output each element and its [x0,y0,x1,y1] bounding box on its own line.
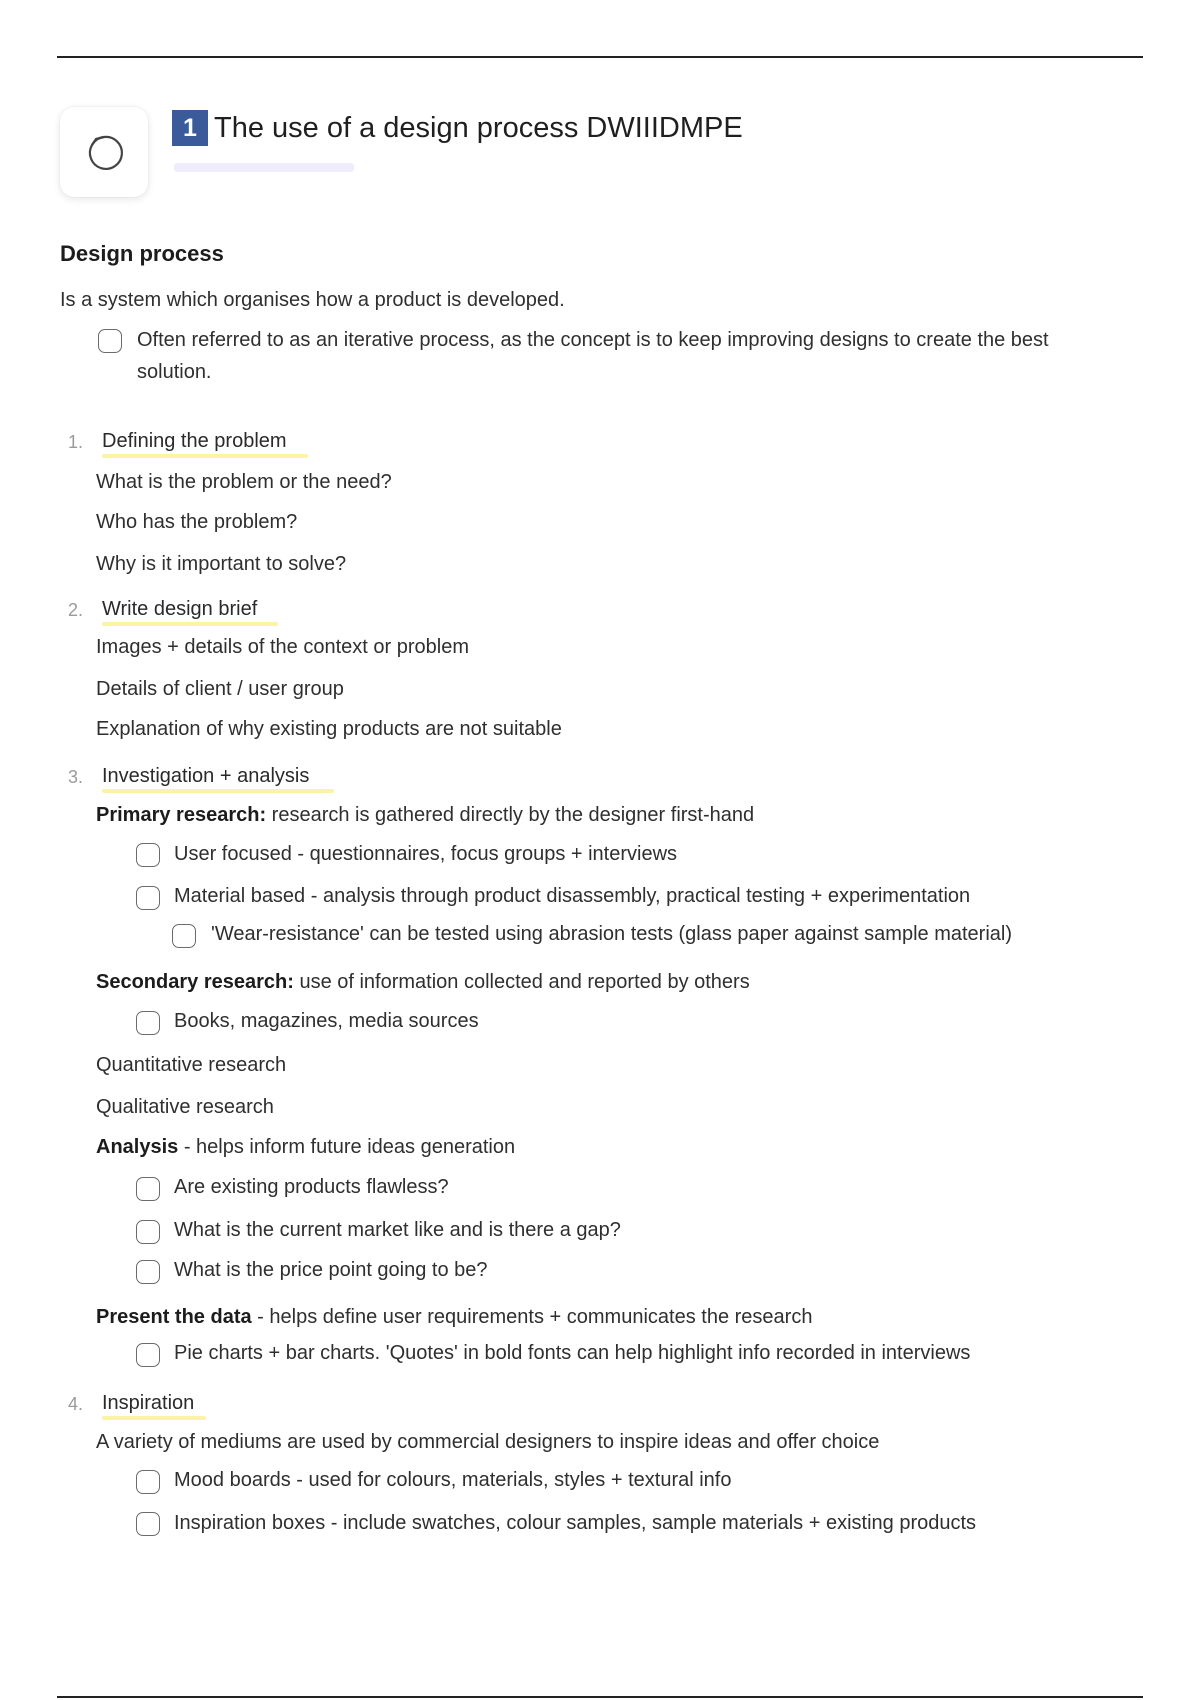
checkbox[interactable] [136,1260,160,1284]
step-title-investigation: Investigation + analysis [102,765,310,787]
primary-text: research is gathered directly by the designer first-hand [266,804,755,826]
checkbox[interactable] [136,1177,160,1201]
present-data-line [96,1304,812,1330]
checkbox[interactable] [136,843,160,867]
checkbox[interactable] [136,1470,160,1494]
checkbox[interactable] [98,329,122,353]
highlight-bar [102,789,334,793]
title-number-badge: 1 [172,110,208,146]
secondary-text: use of information collected and reported by others [293,971,750,993]
list-item: Images + details of the context or problem [96,636,469,658]
step-title-defining: Defining the problem [102,430,287,452]
section-number: 1. [68,432,84,452]
list-item: What is the price point going to be? [174,1259,488,1281]
checkbox[interactable] [136,1011,160,1035]
definition-text: Is a system which organises how a product is developed. [60,289,565,311]
list-item: Who has the problem? [96,511,298,533]
quantitative-text: Quantitative research [96,1054,287,1076]
inspiration-intro: A variety of mediums are used by commercial designers to inspire ideas and offer choice [96,1431,880,1453]
primary-label: Primary research: [96,804,267,826]
checkbox[interactable] [136,1220,160,1244]
list-item: 'Wear-resistance' can be tested using abrasion tests (glass paper against sample material) [211,923,1012,945]
list-item: Material based - analysis through product disassembly, practical testing + experimentation [174,885,971,907]
note-text-line1: Often referred to as an iterative process, as the concept is to keep improving designs to create the best [137,329,1049,351]
list-item: Explanation of why existing products are not suitable [96,718,562,740]
page-title [172,110,743,146]
checkbox[interactable] [172,924,196,948]
list-item: Details of client / user group [96,678,344,700]
list-item: Pie charts + bar charts. 'Quotes' in bold fonts can help highlight info recorded in interviews [174,1342,971,1364]
step-title-brief: Write design brief [102,598,258,620]
checkbox[interactable] [136,1343,160,1367]
title-text: The use of a design process DWIIIDMPE [214,111,743,144]
primary-research-line [96,802,754,828]
section-number: 3. [68,767,84,787]
note-text-line2: solution. [137,361,212,383]
page-icon [84,133,124,173]
secondary-label: Secondary research: [96,971,294,993]
secondary-research-line [96,969,750,995]
analysis-line [96,1134,515,1160]
analysis-text: - helps inform future ideas generation [178,1136,516,1158]
list-item: Books, magazines, media sources [174,1010,479,1032]
highlight-bar [102,454,308,458]
qualitative-text: Qualitative research [96,1096,274,1118]
list-item: What is the current market like and is there a gap? [174,1219,621,1241]
list-item: What is the problem or the need? [96,471,392,493]
list-item: User focused - questionnaires, focus groups + interviews [174,843,678,865]
section-heading: Design process [60,241,224,266]
list-item: Mood boards - used for colours, materials, styles + textural info [174,1469,732,1491]
checkbox[interactable] [136,1512,160,1536]
page-icon-box[interactable] [60,107,148,197]
top-rule [57,56,1143,58]
bottom-rule [57,1696,1143,1698]
list-item: Are existing products flawless? [174,1176,449,1198]
title-underline [174,163,354,172]
section-number: 2. [68,600,84,620]
list-item: Inspiration boxes - include swatches, colour samples, sample materials + existing products [174,1512,977,1534]
highlight-bar [102,622,278,626]
checkbox[interactable] [136,886,160,910]
section-number: 4. [68,1394,84,1414]
highlight-bar [102,1416,206,1420]
step-title-inspiration: Inspiration [102,1392,195,1414]
present-label: Present the data [96,1306,252,1328]
list-item: Why is it important to solve? [96,553,347,575]
analysis-label: Analysis [96,1136,179,1158]
present-text: - helps define user requirements + communicates the research [251,1306,813,1328]
